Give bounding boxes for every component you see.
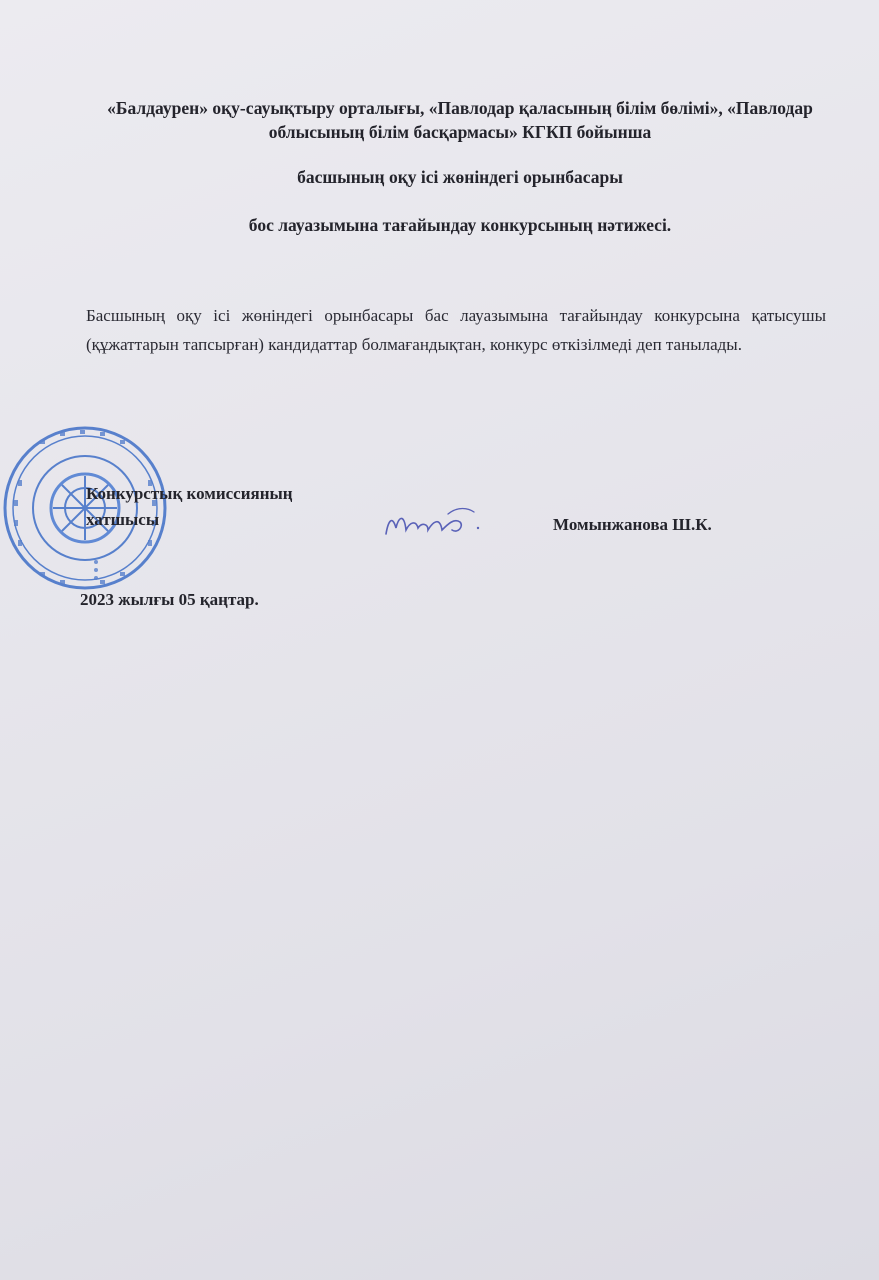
secretary-name: Момынжанова Ш.К. bbox=[553, 515, 712, 534]
document-date: 2023 жылғы 05 қаңтар. bbox=[80, 590, 259, 609]
signature-label bbox=[86, 481, 293, 533]
heading-position: басшының оқу ісі жөніндегі орынбасары bbox=[297, 167, 623, 187]
signature-label-line2: хатшысы bbox=[86, 510, 160, 529]
handwritten-signature-icon bbox=[378, 500, 488, 544]
heading-result: бос лауазымына тағайындау конкурсының нәтижесі. bbox=[248, 215, 672, 235]
heading-organization: «Балдаурен» оқу-сауықтыру орталығы, «Павлодар қаласының білім бөлімі», «Павлодар облысының білім басқармасы» КГКП бойынша bbox=[107, 98, 813, 142]
signature-label-line1: Конкурстық комиссияның bbox=[86, 484, 293, 503]
body-paragraph: Басшының оқу ісі жөніндегі орынбасары бас лауазымына тағайындау конкурсына қатысушы (құжаттарын тапсырған) кандидаттар болмағандықтан, конкурс өткізілмеді деп танылады. bbox=[86, 306, 826, 354]
